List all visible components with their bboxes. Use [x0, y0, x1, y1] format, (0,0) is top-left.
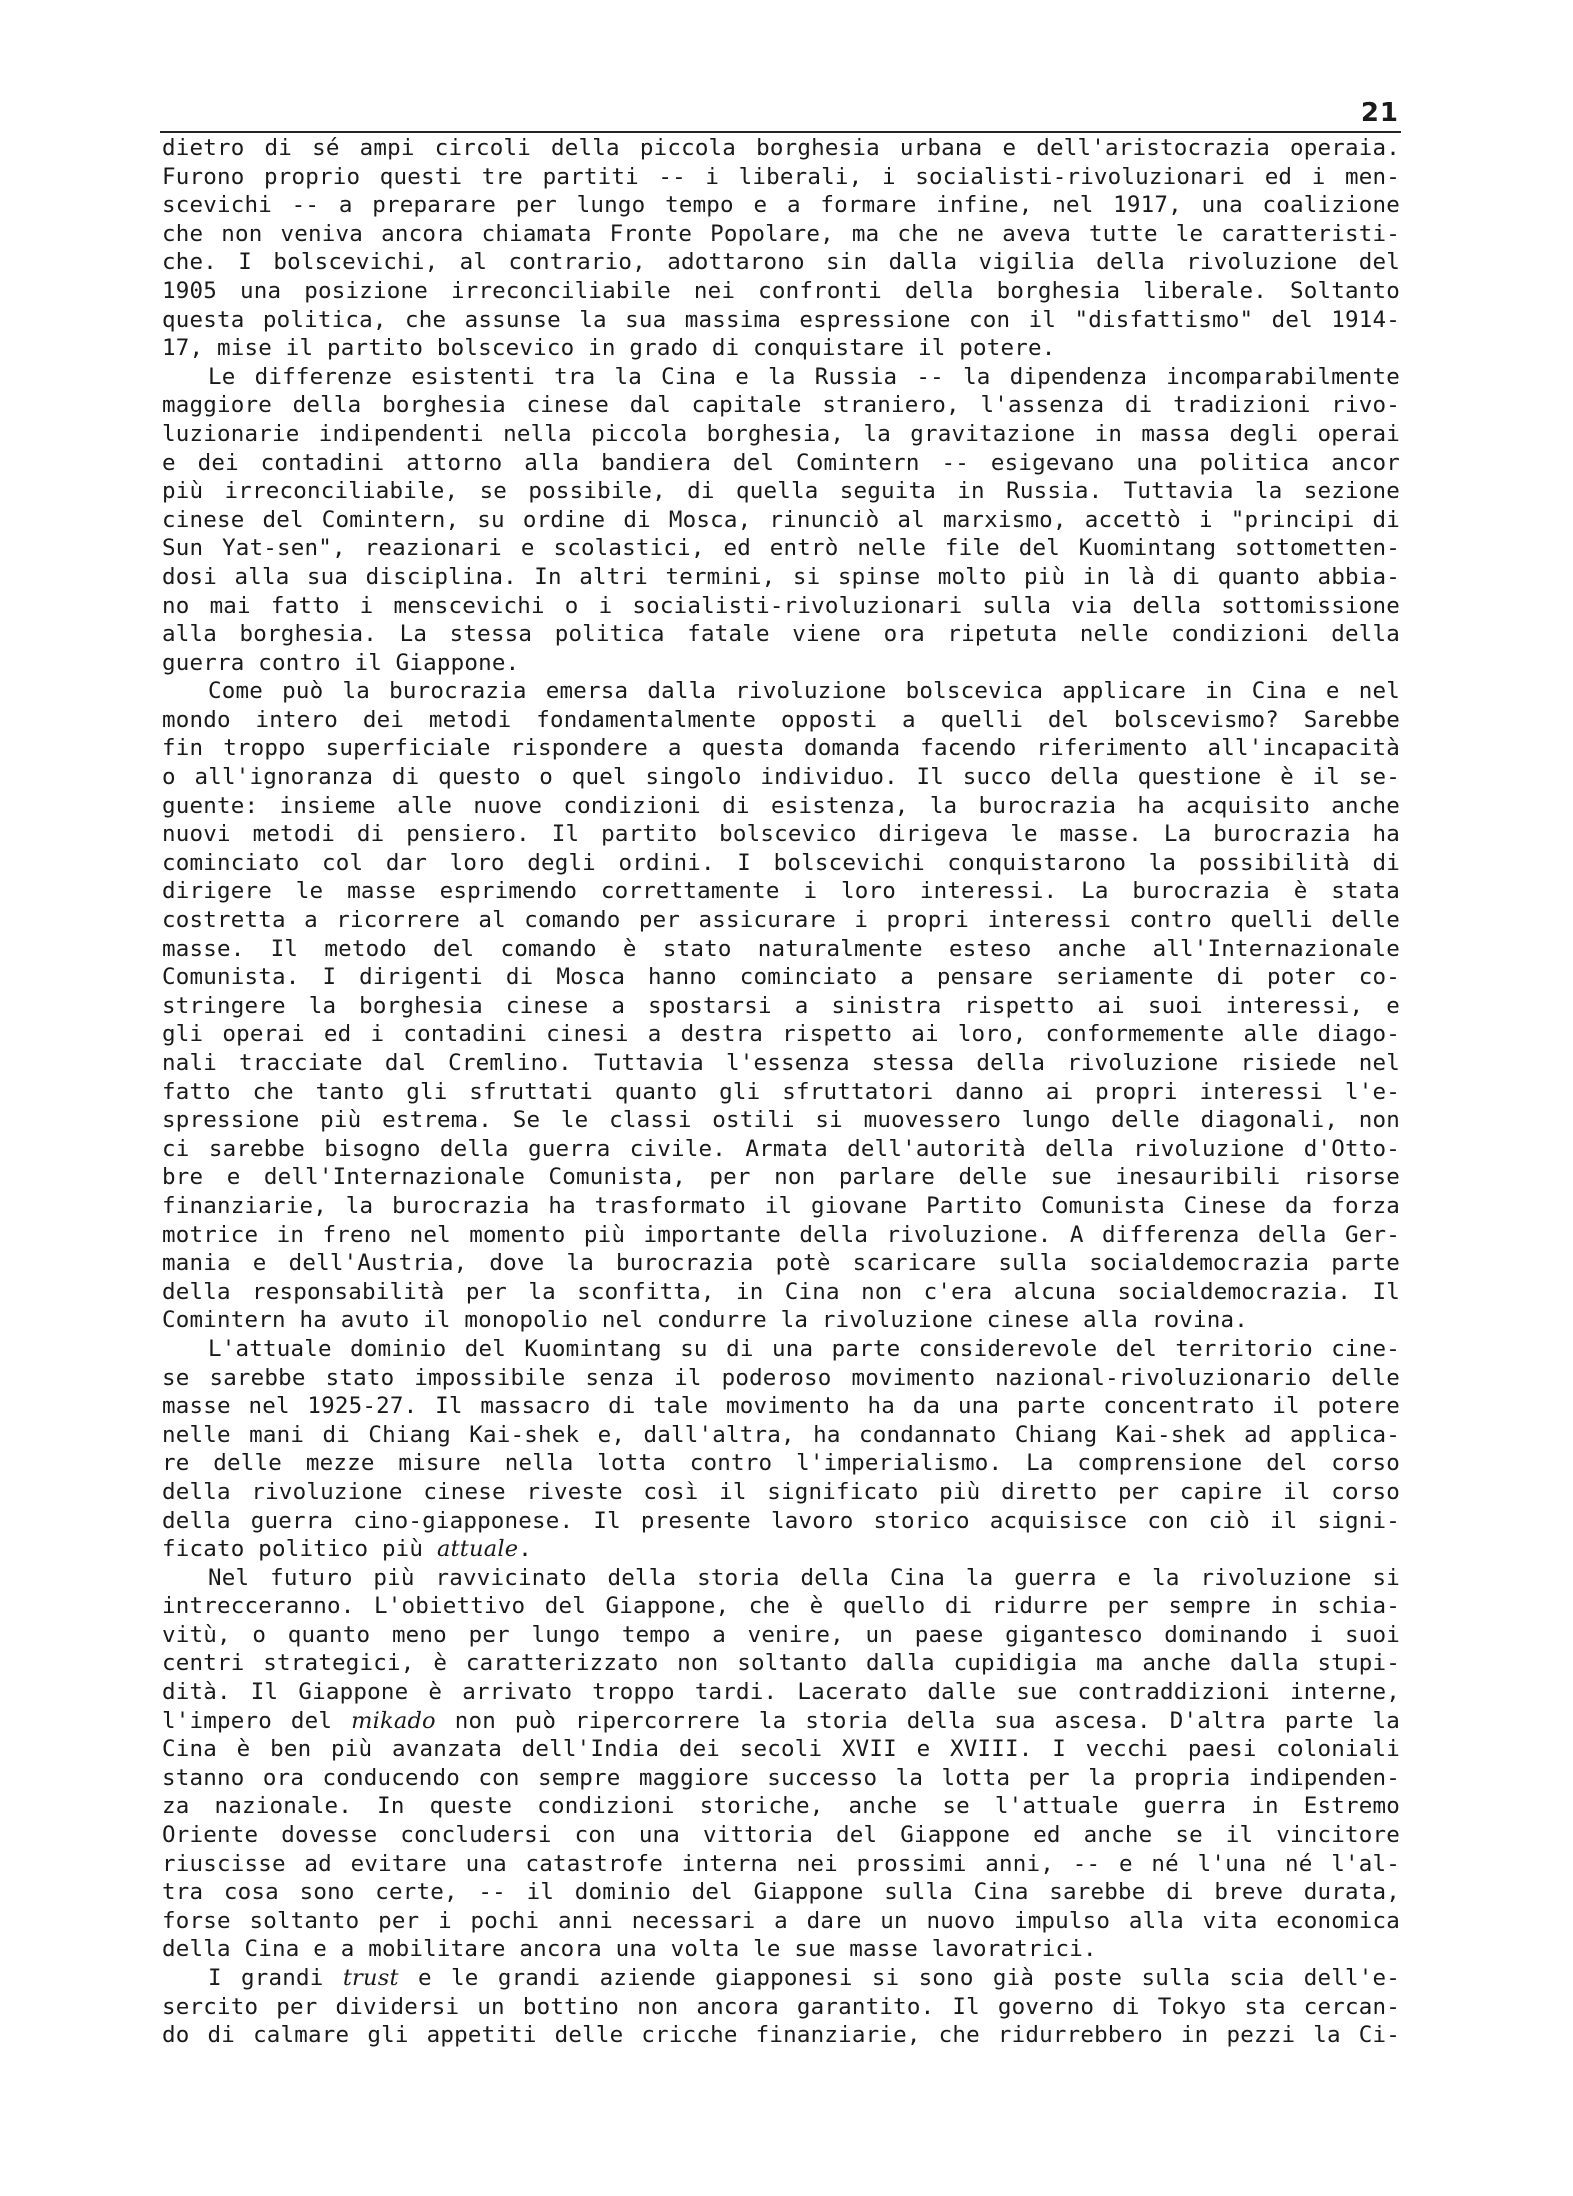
text-run: Cina è ben più avanzata dell'India dei secoli XVII e XVIII. I vecchi paesi coloniali	[162, 1736, 1400, 1763]
text-run: I grandi	[208, 1965, 343, 1991]
text-run: Sun Yat-sen", reazionari e scolastici, ed entrò nelle file del Kuomintang sottometten-	[162, 535, 1400, 562]
text-run: Come può la burocrazia emersa dalla rivoluzione bolscevica applicare in Cina e nel	[208, 678, 1400, 705]
text-line	[162, 1935, 1400, 1964]
text-run: 17, mise il partito bolscevico in grado di conquistare il potere.	[162, 335, 1056, 362]
text-run: guente: insieme alle nuove condizioni di esistenza, la burocrazia ha acquisito anche	[162, 792, 1400, 819]
text-line	[162, 563, 1400, 592]
text-line	[162, 1850, 1400, 1879]
text-line	[162, 1564, 1400, 1593]
text-run: l'impero del	[162, 1707, 352, 1734]
text-run: masse. Il metodo del comando è stato naturalmente esteso anche all'Internazionale	[162, 935, 1400, 962]
text-line	[162, 163, 1400, 192]
text-run: costretta a ricorrere al comando per assicurare i propri interessi contro quelli delle	[162, 907, 1400, 934]
text-run: nuovi metodi di pensiero. Il partito bolscevico dirigeva le masse. La burocrazia ha	[162, 821, 1400, 848]
text-run: luzionarie indipendenti nella piccola borghesia, la gravitazione in massa degli operai	[162, 420, 1400, 447]
text-line	[162, 1278, 1400, 1307]
text-line	[162, 1964, 1400, 1993]
text-line	[162, 420, 1400, 449]
text-line	[162, 2021, 1400, 2050]
text-line	[162, 992, 1400, 1021]
text-line	[162, 1020, 1400, 1049]
text-line	[162, 248, 1400, 277]
text-run: sercito per dividersi un bottino non ancora garantito. Il governo di Tokyo sta cercan-	[162, 1993, 1400, 2020]
text-line	[162, 620, 1400, 649]
text-line	[162, 792, 1400, 821]
text-run: .	[518, 1536, 533, 1563]
text-line	[162, 649, 1400, 678]
text-line	[162, 306, 1400, 335]
text-line	[162, 1049, 1400, 1078]
text-run: no mai fatto i menscevichi o i socialisti-rivoluzionari sulla via della sottomissione	[162, 592, 1400, 619]
text-line	[162, 1993, 1400, 2022]
text-run: Furono proprio questi tre partiti -- i liberali, i socialisti-rivoluzionari ed i men-	[162, 163, 1400, 190]
text-line	[162, 1592, 1400, 1621]
text-line	[162, 1621, 1400, 1650]
text-line	[162, 1478, 1400, 1507]
text-run: centri strategici, è caratterizzato non soltanto dalla cupidigia ma anche dalla stupi-	[162, 1650, 1400, 1677]
text-run: che non veniva ancora chiamata Fronte Popolare, ma che ne aveva tutte le caratteristi-	[162, 220, 1400, 247]
text-line	[162, 1449, 1400, 1478]
text-line	[162, 334, 1400, 363]
text-run: della Cina e a mobilitare ancora una volta le sue masse lavoratrici.	[162, 1936, 1097, 1963]
text-line	[162, 277, 1400, 306]
text-line	[162, 1364, 1400, 1393]
text-run: L'attuale dominio del Kuomintang su di una parte considerevole del territorio cine-	[208, 1335, 1400, 1362]
text-line	[162, 363, 1400, 392]
text-run: mondo intero dei metodi fondamentalmente opposti a quelli del bolscevismo? Sarebbe	[162, 706, 1400, 733]
text-line	[162, 963, 1400, 992]
text-line	[162, 1735, 1400, 1764]
text-line	[162, 1249, 1400, 1278]
text-line	[162, 391, 1400, 420]
text-run: za nazionale. In queste condizioni storiche, anche se l'attuale guerra in Estremo	[162, 1793, 1400, 1820]
text-line	[162, 1792, 1400, 1821]
text-run: vitù, o quanto meno per lungo tempo a venire, un paese gigantesco dominando i suoi	[162, 1621, 1400, 1648]
text-run: motrice in freno nel momento più importante della rivoluzione. A differenza della Ger-	[162, 1221, 1400, 1248]
text-line	[162, 191, 1400, 220]
text-run: re delle mezze misure nella lotta contro l'imperialismo. La comprensione del corso	[162, 1450, 1400, 1477]
text-line	[162, 1335, 1400, 1364]
italic-term: mikado	[351, 1707, 436, 1734]
text-run: nali tracciate dal Cremlino. Tuttavia l'essenza stessa della rivoluzione risiede nel	[162, 1050, 1400, 1076]
text-line	[162, 134, 1400, 163]
text-line	[162, 763, 1400, 792]
text-line	[162, 677, 1400, 706]
text-line	[162, 1878, 1400, 1907]
text-line	[162, 449, 1400, 478]
text-run: Nel futuro più ravvicinato della storia della Cina la guerra e la rivoluzione si	[208, 1564, 1400, 1591]
text-run: ficato politico più	[162, 1536, 437, 1563]
text-run: intrecceranno. L'obiettivo del Giappone, che è quello di ridurre per sempre in schia-	[162, 1593, 1400, 1620]
text-run: masse nel 1925-27. Il massacro di tale movimento ha da una parte concentrato il potere	[162, 1393, 1400, 1420]
text-run: tra cosa sono certe, -- il dominio del Giappone sulla Cina sarebbe di breve durata,	[162, 1879, 1400, 1906]
text-line	[162, 1907, 1400, 1936]
text-run: dosi alla sua disciplina. In altri termini, si spinse molto più in là di quanto abbia-	[162, 563, 1400, 590]
text-line	[162, 877, 1400, 906]
text-run: e dei contadini attorno alla bandiera del Comintern -- esigevano una politica ancor	[162, 449, 1400, 476]
text-line	[162, 534, 1400, 563]
text-run: alla borghesia. La stessa politica fatale viene ora ripetuta nelle condizioni della	[162, 621, 1400, 648]
text-run: forse soltanto per i pochi anni necessari a dare un nuovo impulso alla vita economica	[162, 1907, 1400, 1934]
text-run: guerra contro il Giappone.	[162, 649, 520, 676]
text-run: più irreconciliabile, se possibile, di quella seguita in Russia. Tuttavia la sezione	[162, 478, 1400, 505]
text-run: spressione più estrema. Se le classi ostili si muovessero lungo delle diagonali, non	[162, 1107, 1400, 1134]
text-line	[162, 1163, 1400, 1192]
text-line	[162, 1421, 1400, 1450]
text-line	[162, 506, 1400, 535]
text-line	[162, 1221, 1400, 1250]
italic-term: attuale	[436, 1536, 519, 1563]
text-run: Oriente dovesse concludersi con una vittoria del Giappone ed anche se il vincitore	[162, 1822, 1400, 1849]
text-line	[162, 1649, 1400, 1678]
text-run: cinese del Comintern, su ordine di Mosca, rinunciò al marxismo, accettò i "principi di	[162, 506, 1400, 533]
text-line	[162, 1764, 1400, 1793]
text-line	[162, 1707, 1400, 1736]
text-run: do di calmare gli appetiti delle cricche finanziarie, che ridurrebbero in pezzi la Ci-	[162, 2022, 1400, 2049]
text-run: finanziarie, la burocrazia ha trasformato il giovane Partito Comunista Cinese da forza	[162, 1192, 1400, 1219]
text-run: dirigere le masse esprimendo correttamente i loro interessi. La burocrazia è stata	[162, 878, 1400, 905]
text-run: Le differenze esistenti tra la Cina e la Russia -- la dipendenza incomparabilmente	[208, 363, 1400, 390]
text-run: mania e dell'Austria, dove la burocrazia potè scaricare sulla socialdemocrazia parte	[162, 1250, 1400, 1277]
text-run: ci sarebbe bisogno della guerra civile. Armata dell'autorità della rivoluzione d'Otto-	[162, 1135, 1400, 1162]
text-line	[162, 1135, 1400, 1164]
text-line	[162, 1106, 1400, 1135]
text-line	[162, 820, 1400, 849]
text-line	[162, 1821, 1400, 1850]
page-number: 21	[1360, 98, 1399, 128]
text-run: che. I bolscevichi, al contrario, adottarono sin dalla vigilia della rivoluzione del	[162, 249, 1400, 276]
text-run: non può ripercorrere la storia della sua ascesa. D'altra parte la	[435, 1707, 1400, 1734]
text-line	[162, 1678, 1400, 1707]
header-rule	[160, 131, 1401, 133]
text-run: se sarebbe stato impossibile senza il poderoso movimento nazional-rivoluzionario delle	[162, 1364, 1400, 1391]
text-run: Comintern ha avuto il monopolio nel condurre la rivoluzione cinese alla rovina.	[162, 1307, 1248, 1334]
text-line	[162, 1392, 1400, 1421]
text-run: della rivoluzione cinese riveste così il significato più diretto per capire il corso	[162, 1478, 1400, 1505]
text-line	[162, 935, 1400, 964]
text-run: fin troppo superficiale rispondere a questa domanda facendo riferimento all'incapacità	[162, 735, 1400, 762]
text-line	[162, 706, 1400, 735]
text-run: della responsabilità per la sconfitta, in Cina non c'era alcuna socialdemocrazia. Il	[162, 1278, 1400, 1305]
text-run: nelle mani di Chiang Kai-shek e, dall'altra, ha condannato Chiang Kai-shek ad applica-	[162, 1421, 1400, 1448]
text-run: dità. Il Giappone è arrivato troppo tardi. Lacerato dalle sue contraddizioni interne,	[162, 1679, 1400, 1706]
text-line	[162, 477, 1400, 506]
text-line	[162, 220, 1400, 249]
text-run: 1905 una posizione irreconciliabile nei confronti della borghesia liberale. Soltanto	[162, 277, 1400, 304]
text-run: e le grandi aziende giapponesi si sono già poste sulla scia dell'e-	[398, 1965, 1400, 1991]
text-line	[162, 906, 1400, 935]
text-run: Comunista. I dirigenti di Mosca hanno cominciato a pensare seriamente di poter co-	[162, 964, 1400, 991]
text-run: bre e dell'Internazionale Comunista, per non parlare delle sue inesauribili risorse	[162, 1164, 1400, 1191]
text-run: stanno ora conducendo con sempre maggiore successo la lotta per la propria indipenden-	[162, 1764, 1400, 1791]
text-line	[162, 734, 1400, 763]
text-line	[162, 1192, 1400, 1221]
text-run: riuscisse ad evitare una catastrofe interna nei prossimi anni, -- e né l'una né l'al-	[162, 1850, 1400, 1877]
text-line	[162, 1306, 1400, 1335]
text-run: questa politica, che assunse la sua massima espressione con il "disfattismo" del 1914-	[162, 306, 1400, 333]
body-text	[162, 134, 1400, 2050]
text-line	[162, 1535, 1400, 1564]
text-run: stringere la borghesia cinese a spostarsi a sinistra rispetto ai suoi interessi, e	[162, 992, 1400, 1019]
text-run: dietro di sé ampi circoli della piccola borghesia urbana e dell'aristocrazia operaia.	[162, 135, 1400, 161]
italic-term: trust	[342, 1965, 399, 1991]
text-run: della guerra cino-giapponese. Il presente lavoro storico acquisisce con ciò il signi-	[162, 1507, 1400, 1534]
text-run: cominciato col dar loro degli ordini. I bolscevichi conquistarono la possibilità di	[162, 849, 1400, 876]
text-run: fatto che tanto gli sfruttati quanto gli sfruttatori danno ai propri interessi l'e-	[162, 1078, 1400, 1105]
text-line	[162, 592, 1400, 621]
text-run: gli operai ed i contadini cinesi a destra rispetto ai loro, conformemente alle diago-	[162, 1021, 1400, 1048]
text-line	[162, 849, 1400, 878]
text-line	[162, 1078, 1400, 1107]
text-run: o all'ignoranza di questo o quel singolo individuo. Il succo della questione è il se-	[162, 764, 1400, 791]
text-run: maggiore della borghesia cinese dal capitale straniero, l'assenza di tradizioni rivo-	[162, 392, 1400, 419]
text-line	[162, 1507, 1400, 1536]
text-run: scevichi -- a preparare per lungo tempo e a formare infine, nel 1917, una coalizione	[162, 192, 1400, 219]
